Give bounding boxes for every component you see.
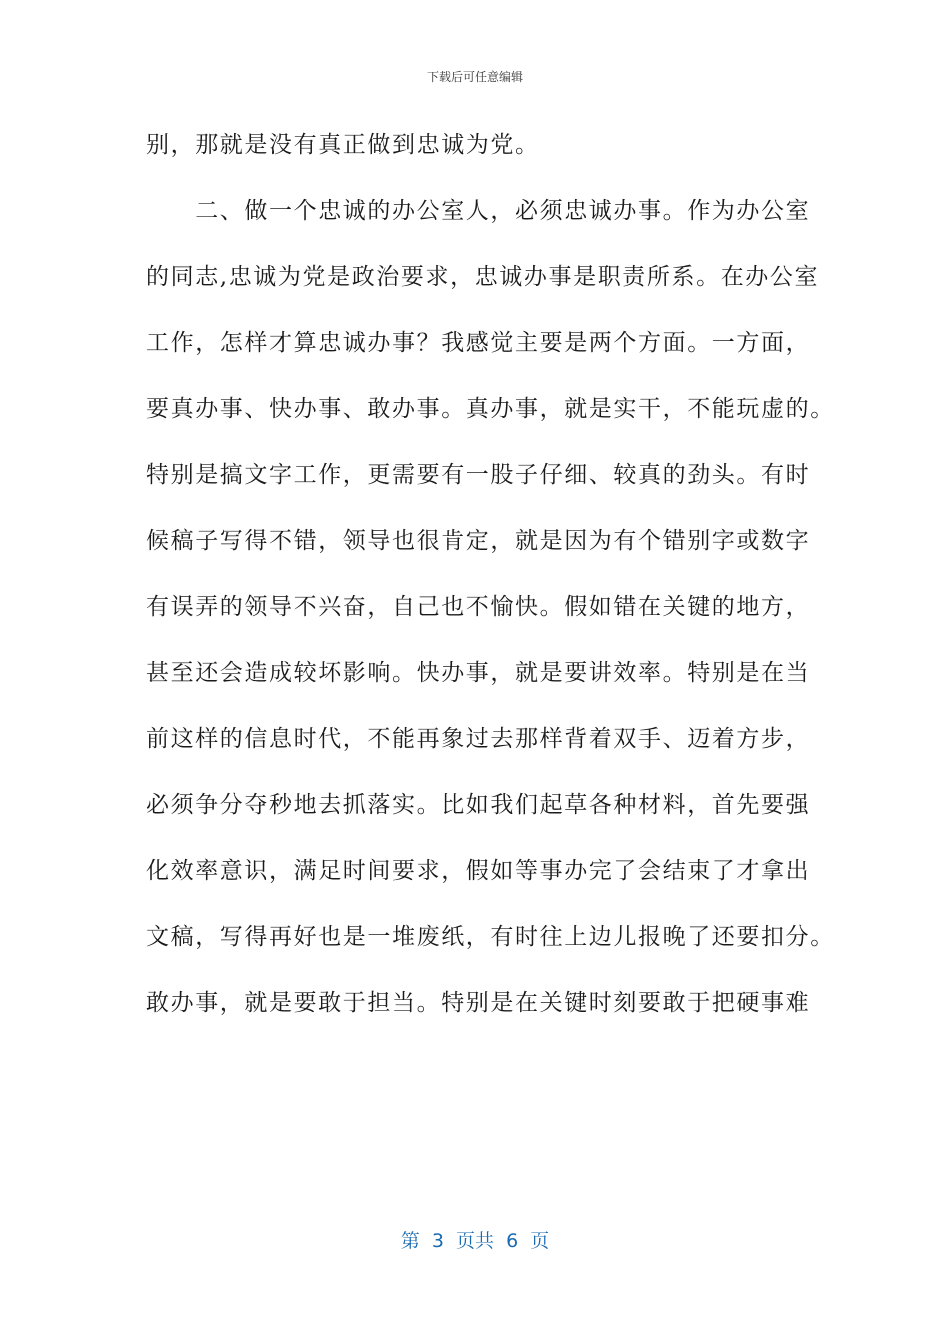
document-body <box>146 122 835 1046</box>
text-line: 前这样的信息时代，不能再象过去那样背着双手、迈着方步， <box>146 726 811 752</box>
text-line: 候稿子写得不错，领导也很肯定，就是因为有个错别字或数字 <box>146 528 811 554</box>
text-line: 有误弄的领导不兴奋，自己也不愉快。假如错在关键的地方， <box>146 594 811 620</box>
text-line: 工作，怎样才算忠诚办事？我感觉主要是两个方面。一方面， <box>146 330 811 356</box>
page-number-footer: 第 3 页共 6 页 <box>400 1230 550 1252</box>
text-line: 要真办事、快办事、敢办事。真办事，就是实干，不能玩虚的。 <box>146 396 835 422</box>
text-line: 甚至还会造成较坏影响。快办事，就是要讲效率。特别是在当 <box>146 660 811 686</box>
text-line: 特别是搞文字工作，更需要有一股子仔细、较真的劲头。有时 <box>146 462 811 488</box>
text-line: 的同志,忠诚为党是政治要求，忠诚办事是职责所系。在办公室 <box>146 264 820 290</box>
text-line: 必须争分夺秒地去抓落实。比如我们起草各种材料，首先要强 <box>146 792 811 818</box>
text-line: 文稿，写得再好也是一堆废纸，有时往上边儿报晚了还要扣分。 <box>146 924 835 950</box>
page-header-note: 下载后可任意编辑 <box>426 70 523 84</box>
text-line: 化效率意识，满足时间要求，假如等事办完了会结束了才拿出 <box>146 858 811 884</box>
text-line: 别，那就是没有真正做到忠诚为党。 <box>146 132 540 158</box>
text-line: 二、做一个忠诚的办公室人，必须忠诚办事。作为办公室 <box>146 198 811 224</box>
text-line: 敢办事，就是要敢于担当。特别是在关键时刻要敢于把硬事难 <box>146 990 811 1016</box>
